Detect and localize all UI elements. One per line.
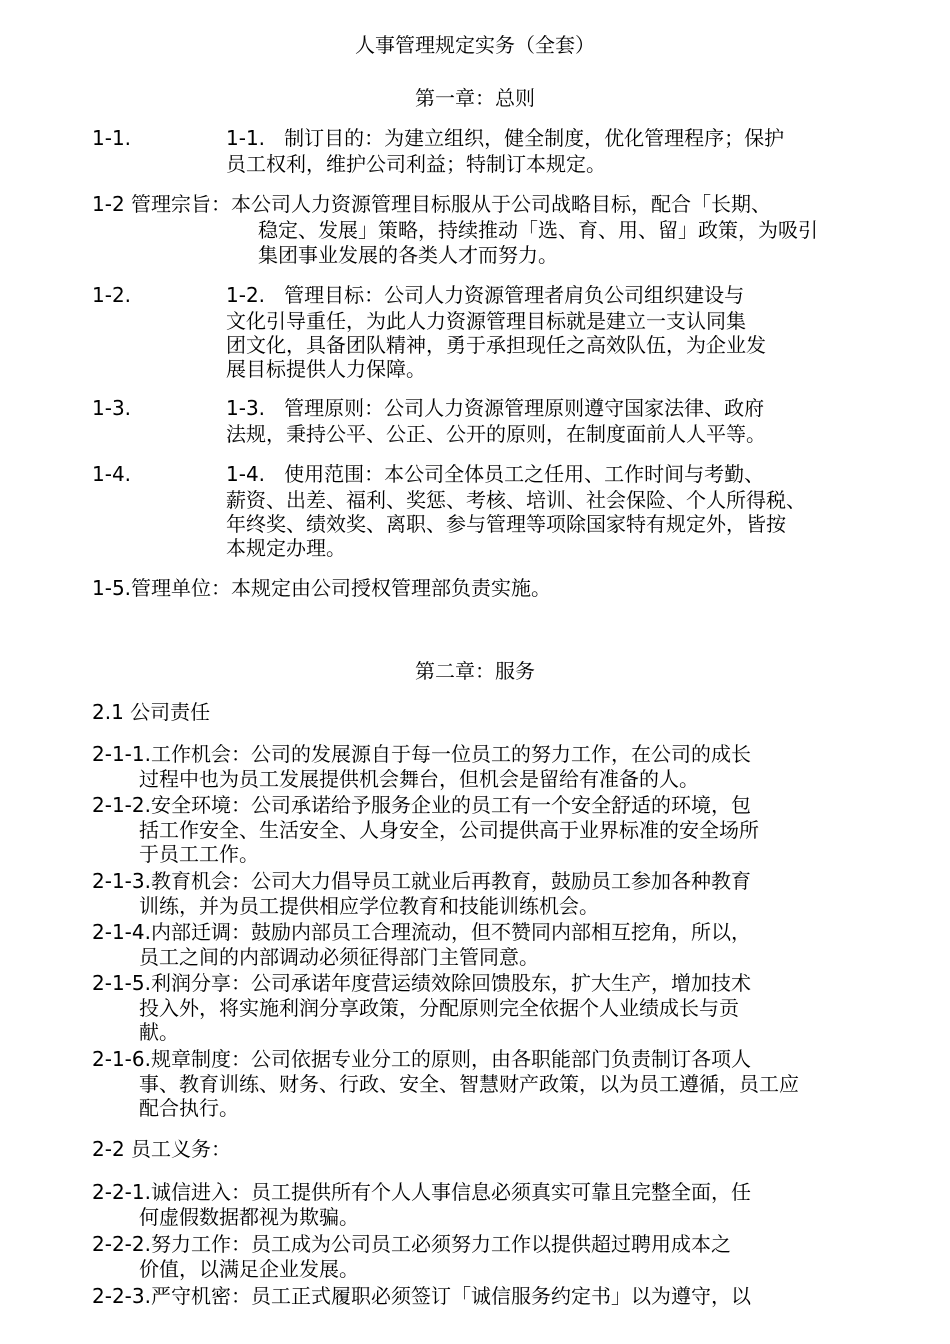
- item-2-2-2-line-1: [92, 1232, 731, 1256]
- item-1-4-line-4: 本规定办理。: [226, 536, 346, 560]
- item-text: 规章制度：公司依据专业分工的原则，由各职能部门负责制订各项人: [150, 1047, 751, 1071]
- item-prefix: 1-1.: [226, 126, 266, 150]
- chapter-1-heading: 第一章：总则: [415, 86, 535, 110]
- item-2-1-2-line-2: 括工作安全、生活安全、人身安全，公司提供高于业界标准的安全场所: [139, 818, 759, 842]
- item-text: 利润分享：公司承诺年度营运绩效除回馈股东，扩大生产，增加技术: [150, 971, 751, 995]
- item-text: 制订目的：为建立组织，健全制度，优化管理程序；保护: [284, 126, 785, 150]
- item-number: 1-2: [92, 192, 125, 216]
- item-1-4-line-3: 年终奖、绩效奖、离职、参与管理等项除国家特有规定外，皆按: [226, 512, 786, 536]
- item-number: 2-2-2.: [92, 1232, 151, 1256]
- item-1-4-line-2: 薪资、出差、福利、奖惩、考核、培训、社会保险、个人所得税、: [226, 488, 806, 512]
- item-2-1-5-line-3: 献。: [139, 1020, 179, 1044]
- item-2-1-5-line-2: 投入外，将实施利润分享政策，分配原则完全依据个人业绩成长与贡: [139, 996, 739, 1020]
- item-2-1-5-line-1: [92, 971, 751, 995]
- item-text: 努力工作：员工成为公司员工必须努力工作以提供超过聘用成本之: [150, 1232, 731, 1256]
- section-title: 公司责任: [130, 700, 211, 724]
- item-prefix: 1-2.: [226, 283, 266, 307]
- item-1-4-line-1: [226, 462, 764, 486]
- item-number: 2-1-1.: [92, 742, 151, 766]
- item-2-1-4-line-1: [92, 920, 751, 944]
- item-2-2-2-line-2: 价值，以满足企业发展。: [139, 1257, 359, 1281]
- section-2-1-heading: [92, 700, 210, 724]
- section-number: 2-2: [92, 1137, 125, 1161]
- item-number: 1-1.: [92, 126, 132, 150]
- item-1-2-goal-line-3: 团文化，具备团队精神，勇于承担现任之高效队伍，为企业发: [226, 333, 766, 357]
- item-number: 1-4.: [92, 462, 132, 486]
- item-text: 管理单位：本规定由公司授权管理部负责实施。: [131, 576, 552, 600]
- chapter-2-heading: 第二章：服务: [415, 659, 535, 683]
- item-number: 2-1-6.: [92, 1047, 151, 1071]
- item-text: 管理目标：公司人力资源管理者肩负公司组织建设与: [284, 283, 745, 307]
- item-1-1-line-1: [226, 126, 784, 150]
- item-number: 2-2-3.: [92, 1284, 151, 1308]
- item-number: 1-2.: [92, 283, 132, 307]
- item-1-2-purpose-line-1: [92, 192, 771, 216]
- item-2-1-2-line-3: 于员工工作。: [139, 842, 259, 866]
- item-2-1-1-line-1: [92, 742, 751, 766]
- item-1-3-line-1: [226, 396, 764, 420]
- item-2-1-3-line-1: [92, 869, 751, 893]
- item-1-2-purpose-line-2: 稳定、发展」策略，持续推动「选、育、用、留」政策，为吸引: [258, 218, 818, 242]
- item-2-1-6-line-3: 配合执行。: [139, 1096, 239, 1120]
- item-text: 工作机会：公司的发展源自于每一位员工的努力工作，在公司的成长: [150, 742, 751, 766]
- item-text: 管理宗旨：本公司人力资源管理目标服从于公司战略目标，配合「长期、: [131, 192, 772, 216]
- item-prefix: 1-3.: [226, 396, 266, 420]
- item-number: 2-1-4.: [92, 920, 151, 944]
- section-title: 员工义务：: [131, 1137, 232, 1161]
- item-1-1-line-2: 员工权利，维护公司利益；特制订本规定。: [226, 152, 606, 176]
- item-number: 1-3.: [92, 396, 132, 420]
- item-text: 诚信进入：员工提供所有个人人事信息必须真实可靠且完整全面，任: [150, 1180, 751, 1204]
- item-number: 2-1-3.: [92, 869, 151, 893]
- item-1-5: [92, 576, 551, 600]
- item-number: 1-5.: [92, 576, 132, 600]
- item-prefix: 1-4.: [226, 462, 266, 486]
- item-2-1-6-line-2: 事、教育训练、财务、行政、安全、智慧财产政策，以为员工遵循，员工应: [139, 1072, 799, 1096]
- item-number: 2-2-1.: [92, 1180, 151, 1204]
- item-text: 安全环境：公司承诺给予服务企业的员工有一个安全舒适的环境，包: [150, 793, 751, 817]
- item-2-1-4-line-2: 员工之间的内部调动必须征得部门主管同意。: [139, 945, 539, 969]
- item-text: 内部迁调：鼓励内部员工合理流动，但不赞同内部相互挖角，所以，: [150, 920, 751, 944]
- item-number: 2-1-2.: [92, 793, 151, 817]
- section-2-2-heading: [92, 1137, 231, 1161]
- item-2-1-6-line-1: [92, 1047, 751, 1071]
- item-2-1-3-line-2: 训练，并为员工提供相应学位教育和技能训练机会。: [139, 894, 599, 918]
- item-1-2-purpose-line-3: 集团事业发展的各类人才而努力。: [258, 243, 558, 267]
- item-number: 2-1-5.: [92, 971, 151, 995]
- item-text: 管理原则：公司人力资源管理原则遵守国家法律、政府: [284, 396, 765, 420]
- item-1-3-line-2: 法规，秉持公平、公正、公开的原则，在制度面前人人平等。: [226, 422, 766, 446]
- item-text: 教育机会：公司大力倡导员工就业后再教育，鼓励员工参加各种教育: [150, 869, 751, 893]
- document-title: 人事管理规定实务（全套）: [355, 33, 595, 57]
- item-1-2-goal-line-1: [226, 283, 744, 307]
- section-number: 2.1: [92, 700, 124, 724]
- item-2-1-2-line-1: [92, 793, 751, 817]
- item-1-2-goal-line-4: 展目标提供人力保障。: [226, 357, 426, 381]
- item-text: 使用范围：本公司全体员工之任用、工作时间与考勤、: [284, 462, 765, 486]
- item-2-2-3-line-1: [92, 1284, 751, 1308]
- item-1-2-goal-line-2: 文化引导重任，为此人力资源管理目标就是建立一支认同集: [226, 309, 746, 333]
- item-2-2-1-line-1: [92, 1180, 751, 1204]
- item-2-2-1-line-2: 何虚假数据都视为欺骗。: [139, 1205, 359, 1229]
- item-text: 严守机密：员工正式履职必须签订「诚信服务约定书」以为遵守，以: [150, 1284, 751, 1308]
- item-2-1-1-line-2: 过程中也为员工发展提供机会舞台，但机会是留给有准备的人。: [139, 767, 699, 791]
